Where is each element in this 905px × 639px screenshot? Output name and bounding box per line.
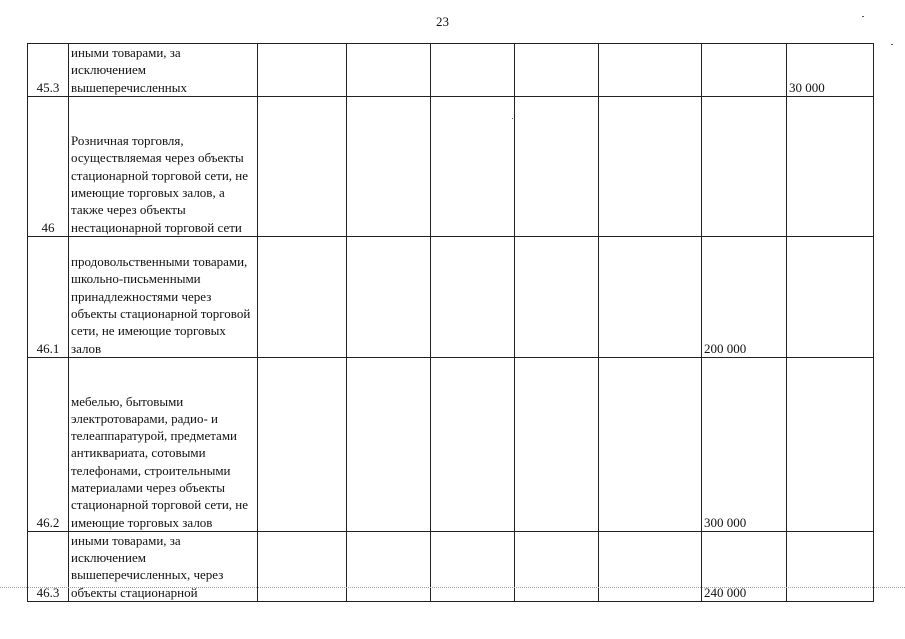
- empty-cell: [347, 96, 431, 236]
- row-number: 46.3: [28, 531, 69, 601]
- empty-cell: [515, 96, 599, 236]
- empty-cell: [515, 531, 599, 601]
- value-cell: [787, 357, 874, 531]
- table-row: [28, 96, 874, 236]
- empty-cell: [515, 236, 599, 357]
- table-row: [28, 236, 874, 357]
- empty-cell: [431, 96, 515, 236]
- page-number: 23: [436, 14, 449, 29]
- scan-speck: [891, 44, 893, 45]
- value-cell: 200 000: [702, 236, 787, 357]
- empty-cell: [347, 44, 431, 97]
- empty-cell: [347, 236, 431, 357]
- empty-cell: [431, 357, 515, 531]
- value-cell: [787, 531, 874, 601]
- empty-cell: [599, 531, 702, 601]
- empty-cell: [431, 236, 515, 357]
- empty-cell: [258, 357, 347, 531]
- empty-cell: [347, 357, 431, 531]
- empty-cell: [515, 357, 599, 531]
- row-number: 46.1: [28, 236, 69, 357]
- row-number: 46.2: [28, 357, 69, 531]
- table-row: [28, 44, 874, 97]
- value-cell: [702, 96, 787, 236]
- value-cell: 30 000: [787, 44, 874, 97]
- empty-cell: [258, 531, 347, 601]
- value-cell: [702, 44, 787, 97]
- empty-cell: [347, 531, 431, 601]
- row-number: 45.3: [28, 44, 69, 97]
- row-number: 46: [28, 96, 69, 236]
- empty-cell: [258, 96, 347, 236]
- row-description: иными товарами, за исключением вышеперечисленных, через объекты стационарной: [69, 531, 258, 601]
- row-description: Розничная торговля, осуществляемая через объекты стационарной торговой сети, не имеющие торговых залов, а также через объекты нестационарной торговой сети: [69, 96, 258, 236]
- table-row: [28, 357, 874, 531]
- scan-speck: [862, 16, 864, 17]
- scan-dotted-line: [0, 587, 905, 588]
- value-cell: 300 000: [702, 357, 787, 531]
- empty-cell: [599, 44, 702, 97]
- table-row: [28, 531, 874, 601]
- tariff-table: [27, 43, 874, 602]
- row-description: мебелью, бытовыми электротоварами, радио- и телеаппаратурой, предметами антиквариата, сотовыми телефонами, строительными материалами через объекты стационарной торговой сети, не имеющие торговых залов: [69, 357, 258, 531]
- empty-cell: [431, 531, 515, 601]
- empty-cell: [258, 44, 347, 97]
- row-description: продовольственными товарами, школьно-письменными принадлежностями через объекты стационарной торговой сети, не имеющие торговых залов: [69, 236, 258, 357]
- empty-cell: [515, 44, 599, 97]
- empty-cell: [431, 44, 515, 97]
- value-cell: [787, 236, 874, 357]
- row-description: иными товарами, за исключением вышеперечисленных: [69, 44, 258, 97]
- value-cell: [787, 96, 874, 236]
- value-cell: 240 000: [702, 531, 787, 601]
- empty-cell: [258, 236, 347, 357]
- empty-cell: [599, 236, 702, 357]
- empty-cell: [599, 357, 702, 531]
- empty-cell: [599, 96, 702, 236]
